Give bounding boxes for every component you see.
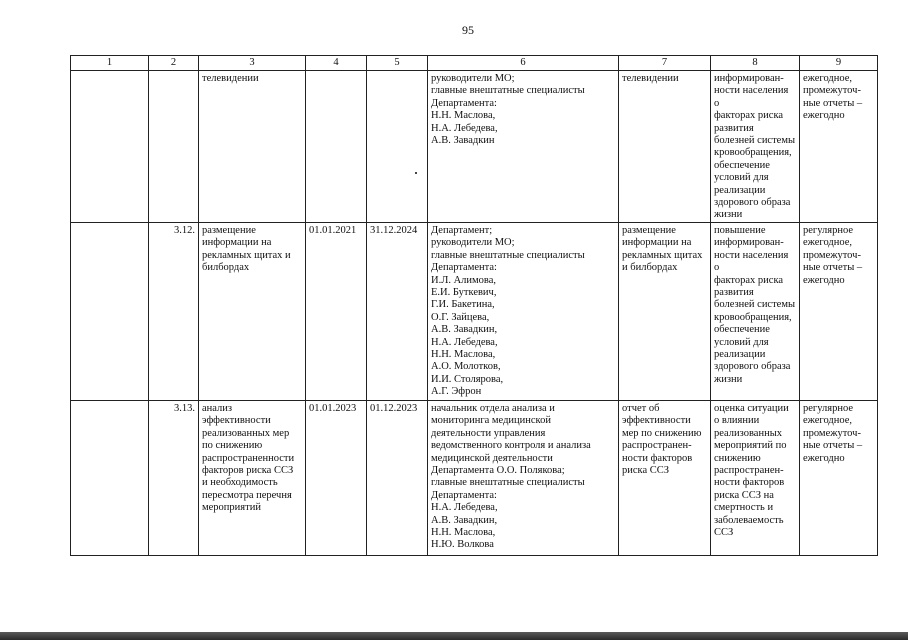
column-number: 1 <box>71 56 149 71</box>
item-number: 3.12. <box>149 222 199 400</box>
responsible-persons: Департамент; руководители МО; главные внештатные специалисты Департамента: И.Л. Алимова, Е.И. Буткевич, Г.И. Бакетина, О.Г. Зайцева, А.В. Завадкин, Н.А. Лебедева, Н.Н. Маслова, А.О. Молотков, И.И. Столярова, А.Г. Эфрон <box>428 222 619 400</box>
responsible-persons: руководители МО; главные внештатные специалисты Департамента: Н.Н. Маслова, Н.А. Лебедева, А.В. Завадкин <box>428 71 619 223</box>
indicator: информирован- ности населения о факторах риска развития болезней системы кровообращения, обеспечение условий для реализации здорового образа жизни <box>711 71 800 223</box>
expected-result: отчет об эффективности мер по снижению распространен- ности факторов риска ССЗ <box>619 400 711 555</box>
column-number: 7 <box>619 56 711 71</box>
column-number: 8 <box>711 56 800 71</box>
item-number: 3.13. <box>149 400 199 555</box>
expected-result: размещение информации на рекламных щитах и билбордах <box>619 222 711 400</box>
reporting-frequency: ежегодное, промежуточ- ные отчеты – ежегодно <box>800 71 878 223</box>
end-date <box>367 71 428 223</box>
column-number: 6 <box>428 56 619 71</box>
section-cell <box>71 222 149 400</box>
start-date: 01.01.2021 <box>306 222 367 400</box>
activity-name: размещение информации на рекламных щитах и билбордах <box>199 222 306 400</box>
scan-speck <box>415 172 417 174</box>
reporting-frequency: регулярное ежегодное, промежуточ- ные отчеты – ежегодно <box>800 222 878 400</box>
scan-edge-bar <box>0 632 908 640</box>
page-number: 95 <box>462 23 474 37</box>
column-number: 3 <box>199 56 306 71</box>
end-date: 31.12.2024 <box>367 222 428 400</box>
section-cell <box>71 400 149 555</box>
item-number <box>149 71 199 223</box>
activity-name: анализ эффективности реализованных мер по снижению распространенности факторов риска ССЗ и необходимость пересмотра перечня мероприятий <box>199 400 306 555</box>
reporting-frequency: регулярное ежегодное, промежуточ- ные отчеты – ежегодно <box>800 400 878 555</box>
table-row <box>71 222 878 400</box>
start-date: 01.01.2023 <box>306 400 367 555</box>
activity-plan-table <box>70 55 878 556</box>
responsible-persons: начальник отдела анализа и мониторинга медицинской деятельности управления ведомственного контроля и анализа медицинской деятельности Департамента О.О. Полякова; главные внештатные специалисты Департамента: Н.А. Лебедева, А.В. Завадкин, Н.Н. Маслова, Н.Ю. Волкова <box>428 400 619 555</box>
column-number: 4 <box>306 56 367 71</box>
table-row <box>71 400 878 555</box>
indicator: повышение информирован- ности населения о факторах риска развития болезней системы кровообращения, обеспечение условий для реализации здорового образа жизни <box>711 222 800 400</box>
activity-name: телевидении <box>199 71 306 223</box>
column-number-row <box>71 56 878 71</box>
table-row <box>71 71 878 223</box>
section-cell <box>71 71 149 223</box>
column-number: 9 <box>800 56 878 71</box>
indicator: оценка ситуации о влиянии реализованных мероприятий по снижению распространен- ности факторов риска ССЗ на смертность и заболеваемость ССЗ <box>711 400 800 555</box>
column-number: 2 <box>149 56 199 71</box>
end-date: 01.12.2023 <box>367 400 428 555</box>
column-number: 5 <box>367 56 428 71</box>
start-date <box>306 71 367 223</box>
expected-result: телевидении <box>619 71 711 223</box>
